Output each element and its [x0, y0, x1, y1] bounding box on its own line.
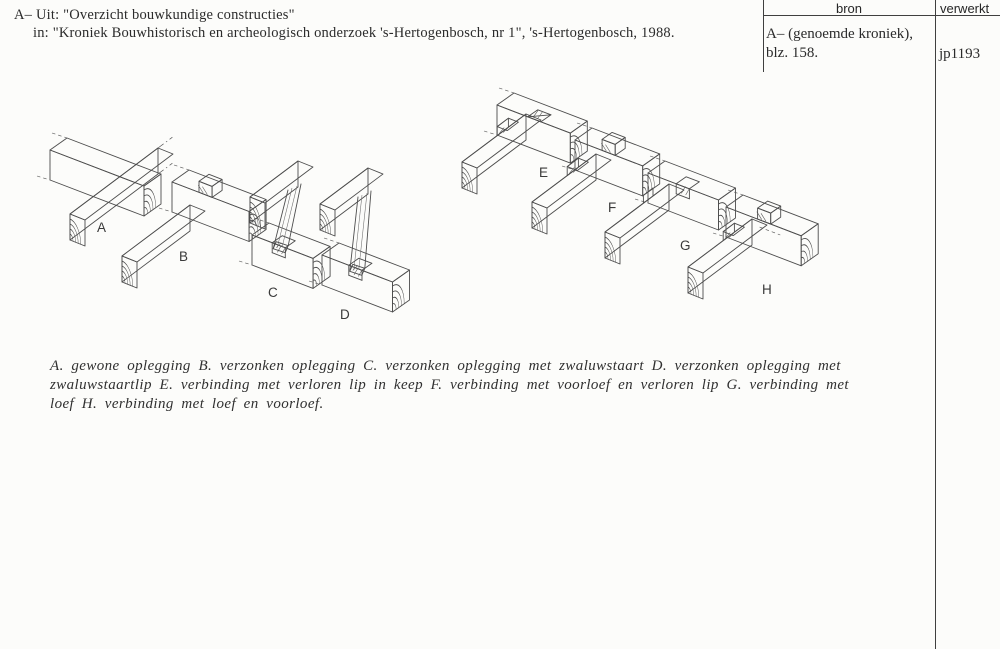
bron-cell-line-1: A– (genoemde kroniek), — [766, 26, 914, 42]
bron-cell-line-2: blz. 158. — [766, 45, 819, 61]
column-header-bron: bron — [836, 1, 863, 16]
joint-label-f: F — [608, 200, 617, 215]
joint-label-b: B — [179, 249, 189, 264]
joint-label-g: G — [680, 238, 692, 253]
citation-line-1: A– Uit: "Overzicht bouwkundige constructies" — [14, 7, 295, 23]
figure-caption — [50, 357, 880, 414]
table-column-divider — [935, 0, 936, 649]
column-header-verwerkt: verwerkt — [940, 1, 990, 16]
table-left-border — [763, 0, 764, 72]
verwerkt-cell-value: jp1193 — [939, 46, 981, 62]
caption-line-2: zwaluwstaartlip E. verbinding met verloren lip in keep F. verbinding met voorloef en verloren lip G. verbinding met — [50, 377, 849, 393]
joint-label-c: C — [268, 285, 279, 300]
caption-line-3: loef H. verbinding met loef en voorloef. — [50, 396, 324, 412]
joint-label-e: E — [539, 165, 549, 180]
joint-label-h: H — [762, 282, 773, 297]
joint-label-d: D — [340, 307, 351, 322]
citation-line-2: in: "Kroniek Bouwhistorisch en archeologisch onderzoek 's-Hertogenbosch, nr 1", 's-Hertogenbosch, 1988. — [33, 25, 675, 41]
caption-line-1: A. gewone oplegging B. verzonken oplegging C. verzonken oplegging met zwaluwstaart D. verzonken oplegging met — [50, 358, 841, 374]
timber-joint-diagrams — [20, 80, 890, 342]
joint-label-a: A — [97, 220, 107, 235]
